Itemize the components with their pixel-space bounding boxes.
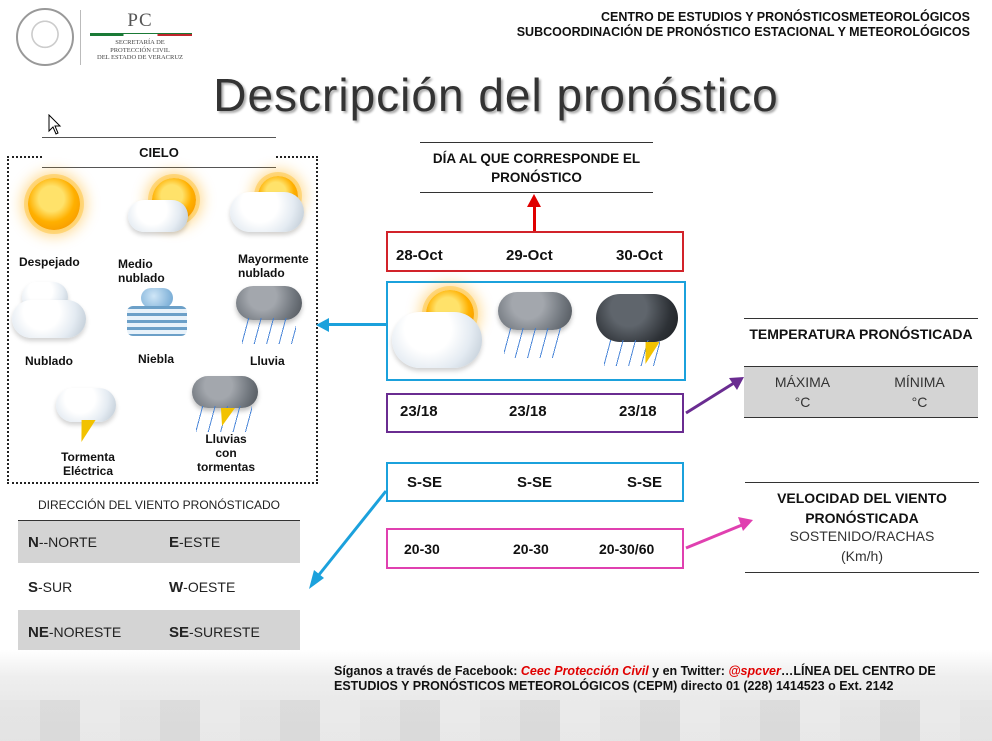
wind-dir-3: S-SE [627, 474, 663, 491]
temp-min-unit: °C [911, 394, 928, 410]
logo-divider [80, 10, 81, 65]
forecast-day3-rain-storm-icon [594, 286, 680, 372]
wind-direction-arrow [304, 488, 390, 594]
sun-icon [28, 178, 80, 230]
wind-speed-2: 20-30 [513, 541, 549, 557]
footer-pattern [0, 700, 992, 741]
wind-dir-e: E-ESTE [169, 534, 221, 551]
wind-dir-se: SE-SURESTE [169, 624, 260, 641]
rain-icon [236, 286, 304, 348]
org-header [517, 10, 970, 40]
wind-dir-s: S-SUR [28, 579, 73, 596]
cielo-arrow [328, 323, 386, 326]
partly-cloudy-icon [124, 178, 202, 242]
temp-max-label: MÁXIMA [774, 374, 831, 390]
fog-icon [127, 288, 187, 340]
thunderstorm-icon [56, 388, 118, 448]
page-title: Descripción del pronóstico [213, 69, 779, 121]
wind-speed-1: 20-30 [404, 541, 440, 557]
cielo-label: CIELO [42, 145, 276, 160]
wind-dir-ne: NE-NORESTE [28, 624, 122, 641]
forecast-day1-mostly-cloudy-icon [388, 286, 484, 376]
facebook-link[interactable]: Ceec Protección Civil [520, 664, 649, 678]
cielo-item-despejado: Despejado [19, 255, 80, 269]
pc-logo-bar [90, 33, 192, 36]
wind-table-title: DIRECCIÓN DEL VIENTO PRONÓSTICADO [37, 498, 281, 512]
org-line-1: CENTRO DE ESTUDIOS Y PRONÓSTICOSMETEOROLÓGICOS [600, 10, 970, 24]
date-2: 29-Oct [506, 247, 553, 264]
cielo-line-top [42, 137, 276, 138]
temp-info-title: TEMPERATURA PRONÓSTICADA [749, 326, 973, 342]
footer-contact: Síganos a través de Facebook: Ceec Protección Civil y en Twitter: @spcver…LÍNEA DEL CENTRO DE ESTUDIOS Y PRONÓSTICOS METEOROLÓGICOS (CEPM) directo 01 (228) 1414523 o Ext. 2142 [334, 664, 936, 693]
wind-info-line-top [745, 482, 979, 483]
day-label-line-bottom [420, 192, 653, 193]
mostly-cloudy-icon [228, 176, 310, 240]
wind-speed-3: 20-30/60 [599, 541, 655, 557]
twitter-link[interactable]: @spcver [728, 664, 781, 678]
date-arrow-head [527, 194, 541, 207]
temp-2: 23/18 [509, 403, 547, 420]
temp-min-label: MÍNIMA [894, 374, 945, 390]
temp-info-line-top [744, 318, 978, 319]
cielo-line-bottom [42, 167, 276, 168]
wind-info-title: VELOCIDAD DEL VIENTO PRONÓSTICADA [777, 490, 947, 526]
pc-logo-text: PC [127, 10, 153, 31]
cielo-item-niebla: Niebla [138, 352, 175, 366]
mouse-cursor-icon [48, 114, 62, 136]
wind-dir-2: S-SE [517, 474, 553, 491]
temperature-arrow [682, 374, 748, 418]
veracruz-seal-logo [16, 8, 74, 66]
day-label: DÍA AL QUE CORRESPONDE EL PRONÓSTICO [432, 151, 641, 185]
wind-info-unit: (Km/h) [841, 548, 883, 564]
pc-logo-subtitle: SECRETARÍA DE PROTECCIÓN CIVIL DEL ESTADO DE VERACRUZ [97, 39, 183, 61]
temp-1: 23/18 [400, 403, 438, 420]
org-line-2: SUBCOORDINACIÓN DE PRONÓSTICO ESTACIONAL Y METEOROLÓGICOS [516, 25, 970, 39]
cielo-item-nublado: Nublado [25, 354, 73, 368]
date-3: 30-Oct [616, 247, 663, 264]
cielo-item-medio-nublado: Medio nublado [118, 257, 165, 285]
date-1: 28-Oct [396, 247, 443, 264]
cielo-item-lluvias-con-tormentas: Lluvias con tormentas [196, 432, 255, 474]
cielo-item-mayormente-nublado: Mayormente nublado [238, 252, 309, 280]
forecast-day2-rain-icon [498, 292, 574, 370]
wind-dir-1: S-SE [407, 474, 443, 491]
day-label-line-top [420, 142, 653, 143]
temp-max-unit: °C [794, 394, 811, 410]
wind-dir-w: W-OESTE [169, 579, 236, 596]
wind-dir-n: N--NORTE [28, 534, 97, 551]
temp-3: 23/18 [619, 403, 657, 420]
date-arrow [533, 206, 536, 234]
cielo-item-lluvia: Lluvia [250, 354, 285, 368]
cielo-item-tormenta-electrica: Tormenta Eléctrica [61, 450, 115, 478]
rain-storm-icon [192, 376, 260, 436]
wind-info-subtitle: SOSTENIDO/RACHAS [789, 528, 935, 544]
wind-info-line-bottom [745, 572, 979, 573]
cielo-arrow-head [316, 318, 329, 332]
cloudy-icon [12, 282, 88, 342]
